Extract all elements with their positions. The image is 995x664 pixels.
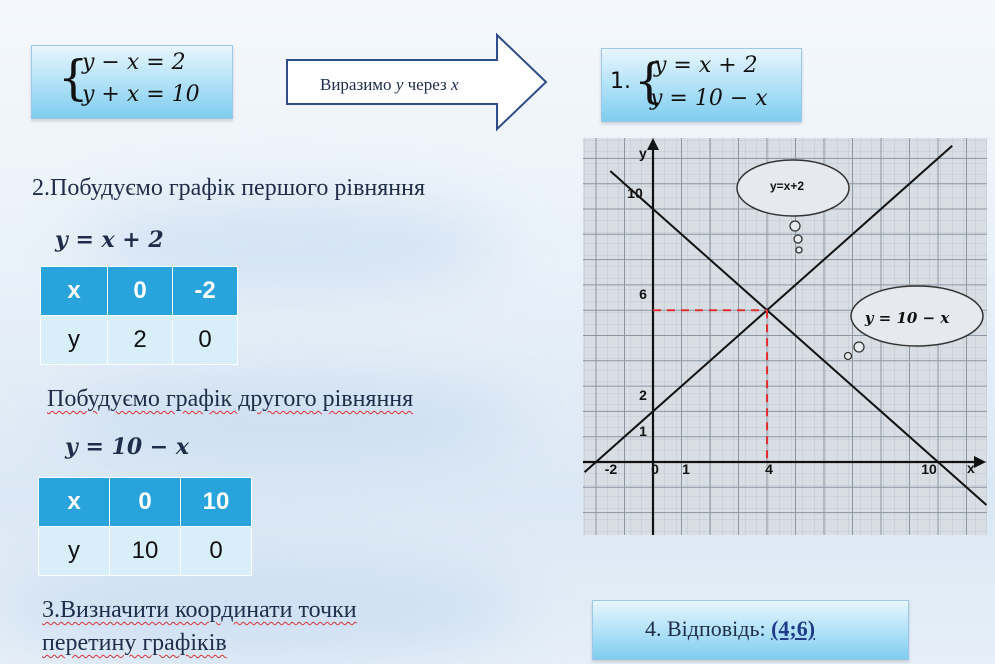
cloud1-text: y=x+2 xyxy=(769,179,805,193)
table-cell: -2 xyxy=(173,267,238,316)
answer-label: 4. Відповідь: xyxy=(645,616,766,641)
table1-row xyxy=(41,316,238,365)
table-cell: x xyxy=(39,478,110,527)
table2-header xyxy=(39,478,252,527)
table1-header xyxy=(41,267,238,316)
tick-x10: 10 xyxy=(921,461,937,477)
result-eq1: y = x + 2 xyxy=(654,53,758,78)
result-eq2: y = 10 − x xyxy=(650,86,768,111)
tick-y2: 2 xyxy=(639,387,647,403)
table-cell: 0 xyxy=(181,527,252,576)
table-cell: 0 xyxy=(110,478,181,527)
step2-equation: y = x + 2 xyxy=(55,227,164,253)
system-box xyxy=(31,45,233,119)
step3-line1: 3.Визначити координати точки xyxy=(42,597,357,623)
table-cell: 10 xyxy=(181,478,252,527)
table-cell: 10 xyxy=(110,527,181,576)
step2b-equation: y = 10 − x xyxy=(65,434,190,460)
graph-image xyxy=(583,138,987,535)
step2-heading: 2.Побудуємо графік першого рівняння xyxy=(32,175,426,201)
tick-y6: 6 xyxy=(639,286,647,302)
graph-svg xyxy=(583,138,987,535)
table-cell: y xyxy=(39,527,110,576)
tick-x1: 1 xyxy=(682,461,690,477)
answer-text xyxy=(645,616,815,642)
tick-xm2: -2 xyxy=(604,461,618,477)
table-cell: 2 xyxy=(108,316,173,365)
x-axis-label: x xyxy=(967,460,975,476)
table-cell: y xyxy=(41,316,108,365)
table1 xyxy=(40,266,238,365)
table2-row xyxy=(39,527,252,576)
tick-x0: 0 xyxy=(651,461,659,477)
step3-line2: перетину графіків xyxy=(42,630,227,656)
system-eq1: y − x = 2 xyxy=(82,50,186,75)
answer-value: (4;6) xyxy=(771,616,816,641)
table-cell: x xyxy=(41,267,108,316)
cloud2-text: y = 10 − x xyxy=(864,309,950,327)
result-brace: { xyxy=(634,53,665,109)
system-eq2: y + x = 10 xyxy=(82,82,200,107)
system-brace: { xyxy=(58,50,89,106)
tick-y1: 1 xyxy=(639,423,647,439)
table-cell: 0 xyxy=(108,267,173,316)
answer-box xyxy=(592,600,909,660)
table2 xyxy=(38,477,252,576)
tick-y10: 10 xyxy=(627,185,643,201)
table-cell: 0 xyxy=(173,316,238,365)
result-box xyxy=(601,48,802,122)
arrow-text: Виразимо y через x xyxy=(320,75,459,94)
tick-x4: 4 xyxy=(765,461,773,477)
y-axis-label: y xyxy=(639,145,647,161)
result-number: 1. xyxy=(610,69,631,94)
step2b-heading: Побудуємо графік другого рівняння xyxy=(47,386,414,412)
